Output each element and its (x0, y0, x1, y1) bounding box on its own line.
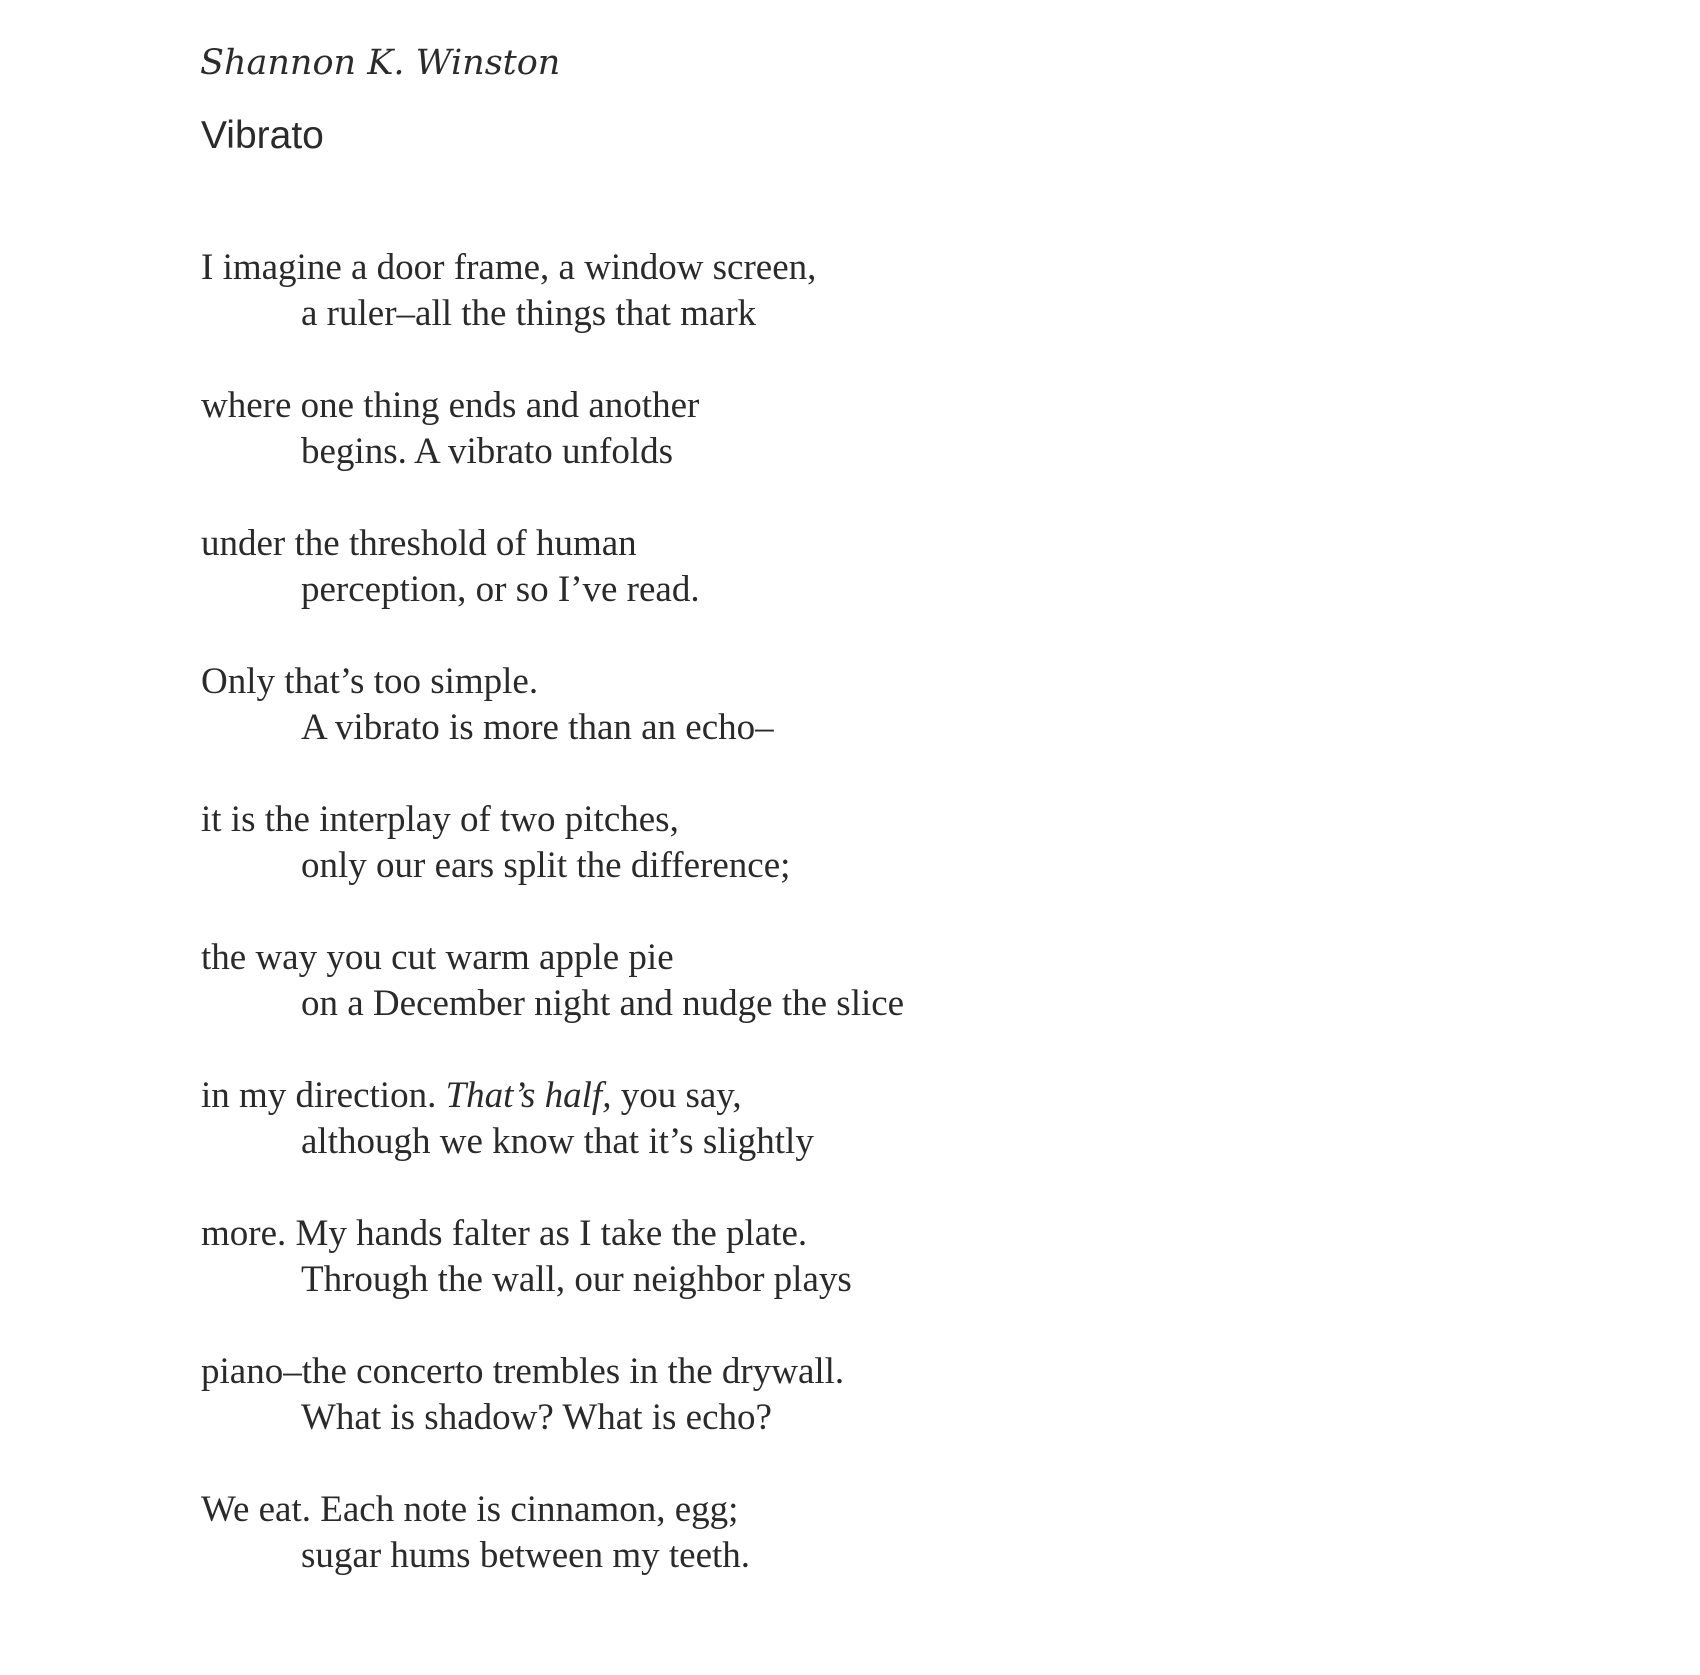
poem-line: where one thing ends and another (201, 385, 700, 426)
poem-line: under the threshold of human (201, 523, 637, 564)
poem-line-indented: although we know that it’s slightly (301, 1121, 814, 1162)
poem-line-indented: A vibrato is more than an echo– (301, 707, 774, 748)
author-name: Shannon K. Winston (200, 43, 561, 83)
poem-line-text: in my direction. (201, 1075, 446, 1116)
poem-line-indented: begins. A vibrato unfolds (301, 431, 674, 472)
poem-line: Only that’s too simple. (201, 661, 539, 702)
poem-line: We eat. Each note is cinnamon, egg; (201, 1489, 739, 1530)
poem-line-text: you say, (611, 1075, 742, 1116)
stanza (201, 935, 1501, 1073)
poem-line: piano–the concerto trembles in the drywall. (201, 1351, 845, 1392)
stanza (201, 1073, 1501, 1211)
stanza (201, 797, 1501, 935)
poem-line-indented: sugar hums between my teeth. (301, 1535, 751, 1576)
stanza (201, 245, 1501, 383)
poem-line-indented: Through the wall, our neighbor plays (301, 1259, 852, 1300)
poem-line (201, 1073, 1501, 1119)
stanza (201, 1487, 1501, 1625)
poem-line-indented: What is shadow? What is echo? (301, 1397, 772, 1438)
stanza (201, 659, 1501, 797)
poem-line-indented: only our ears split the difference; (301, 845, 791, 886)
stanza (201, 1349, 1501, 1487)
poem-line-indented: a ruler–all the things that mark (301, 293, 757, 334)
poem-title: Vibrato (201, 114, 324, 157)
poem-line-indented: perception, or so I’ve read. (301, 569, 700, 610)
stanza (201, 521, 1501, 659)
poem-line: it is the interplay of two pitches, (201, 799, 679, 840)
poem-line: more. My hands falter as I take the plate. (201, 1213, 808, 1254)
stanza (201, 1211, 1501, 1349)
italic-quote: That’s half, (445, 1075, 612, 1116)
poem-line: I imagine a door frame, a window screen, (201, 247, 817, 288)
stanza (201, 383, 1501, 521)
poem-line-indented: on a December night and nudge the slice (301, 983, 905, 1024)
poem-body (201, 245, 1501, 1625)
poem-line: the way you cut warm apple pie (201, 937, 674, 978)
